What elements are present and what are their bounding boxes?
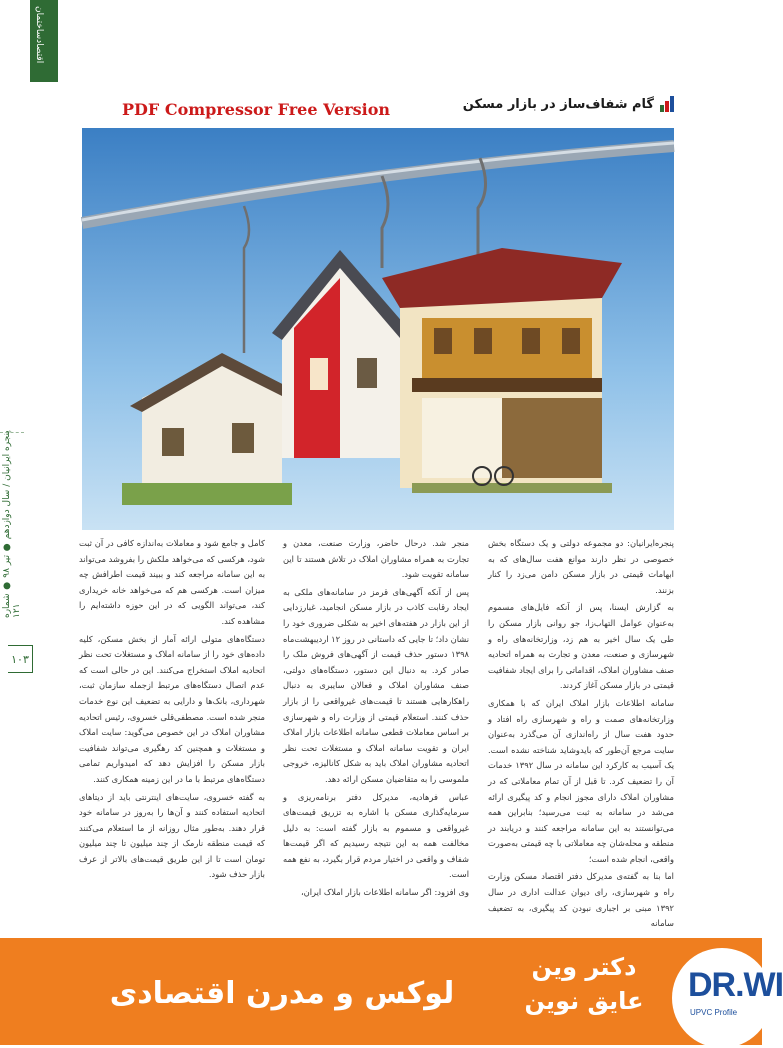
article-column-1 <box>488 536 674 934</box>
ad-brand-line-2: عایق نوین <box>524 987 644 1015</box>
article-column-3 <box>79 536 265 885</box>
page-number: ۱۰۳ <box>8 645 33 673</box>
hanging-houses-illustration <box>82 128 674 530</box>
article-column-2 <box>283 536 469 903</box>
paragraph: وی افزود: اگر سامانه اطلاعات بازار املاک ایران، <box>300 887 469 898</box>
watermark: PDF Compressor Free Version <box>122 100 391 119</box>
advertisement-banner[interactable] <box>0 938 783 1045</box>
brand-logo-text: DR.WI <box>688 966 783 1004</box>
paragraph: پس از آنکه آگهی‌های قرمز در سامانه‌های ملکی به ایجاد رقابت کاذب در بازار مسکن انجامید، غبارزدایی از این بازار در هفته‌های اخیر به شکلی ضروری خود را نشان داد؛ تا جایی که داستانی در روز ۱۲ اردیبهشت‌ماه ۱۳۹۸ دستور حذف قیمت از آگهی‌های فروش ملک را صادر کرد. به دنبال این دستور، دستگاه‌های دولتی، صنف مشاوران املاک و فعالان سایبری به دنبال راهکارهایی هستند تا قیمت‌های غیرواقعی را از بازار حذف کنند. استعلام قیمتی از وزارت راه و شهرسازی بر اساس معاملات قطعی سامانه اطلاعات بازار املاک ایران و تقویت سامانه املاک و مستغلات تحت نظر اتحادیه مشاوران املاک باید به شکل کانالیزه، خروجی ملموسی را به متقاضیان مسکن ارائه دهد. <box>283 586 469 784</box>
section-tab-label: اقتصادساختمان <box>34 6 44 64</box>
paragraph: دستگاه‌های متولی ارائه آمار از بخش مسکن، کلیه داده‌های خود را از سامانه املاک و مستغلات تحت نظر اتحادیه املاک استخراج می‌کنند. این در حالی است که عدم اتصال دستگاه‌های مرتبط ازجمله سازمان ثبت، شهرداری، بانک‌ها و دارایی به تضعیف این نوع خدمات منجر شده است. مصطفی‌قلی خسروی، رئیس اتحادیه مشاوران املاک در این خصوص می‌گوید: سایت املاک و مستغلات و همچنین کد رهگیری می‌تواند شفافیت بازار مسکن را افزایش دهد که امیدواریم تمامی دستگاه‌های مرتبط با ما در این زمینه همکاری کنند. <box>79 633 265 784</box>
magazine-side-label <box>2 418 22 618</box>
brand-logo-subtitle: UPVC Profile <box>690 1008 738 1017</box>
bar-chart-icon <box>660 96 674 112</box>
paragraph: اما بنا به گفته‌ی مدیرکل دفتر اقتصاد مسکن وزارت راه و شهرسازی، رای دیوان عدالت اداری در سال ۱۳۹۲ مبنی بر اجباری نبودن کد پیگیری، به تضعیف سامانه <box>488 871 674 929</box>
paragraph: سامانه اطلاعات بازار املاک ایران که با همکاری وزارتخانه‌های صمت و راه و شهرسازی راه افتاد و حدود هفت سال از راه‌اندازی آن می‌گذرد به‌عنوان سایت مرجع آن‌طور که بایدوشاید شناخته نشده است. یک آسیب به کارکرد این سامانه در سال ۱۳۹۲ خدمات آن را تضعیف کرد. تا قبل از آن تمام معاملاتی که در مشاوران املاک دارای مجوز انجام و کد پیگیری ارائه می‌شد در سامانه به ثبت می‌رسید؛ بنابراین همه می‌توانستند به این سامانه مراجعه کنند و دریابند در منطقه و محله‌شان چه معاملاتی با چه قیمتی به‌صورت واقعی، انجام شده است؛ <box>488 697 675 864</box>
paragraph: به گزارش ایسنا، پس از آنکه فایل‌های مسموم به‌عنوان عوامل التهاب‌زا، جو روانی بازار مسکن را طی یک سال اخیر به هم زد، وزارتخانه‌های راه و شهرسازی و صنعت، معدن و تجارت به همراه اتحادیه صنف مشاوران املاک، اقداماتی را برای ایجاد شفافیت قیمتی در بازار مسکن آغاز کردند. <box>488 602 674 691</box>
article-title: گام شفاف‌ساز در بازار مسکن <box>462 96 654 112</box>
paragraph: کامل و جامع شود و معاملات به‌اندازه کافی در آن ثبت شود، هرکسی که می‌خواهد ملکش را بفروشد می‌تواند به این سامانه مراجعه کند و ببیند قیمت اطرافش چه میزان است. هرکسی هم که می‌خواهد خانه خریداری کند، می‌تواند الگویی که در این حوزه داشته‌ایم را مشاهده کند. <box>79 538 265 626</box>
section-tab <box>30 0 58 82</box>
ad-brand <box>496 950 672 1018</box>
paragraph: پنجره‌ایرانیان: دو مجموعه دولتی و یک دستگاه بخش خصوصی در نظر دارند موانع هفت سال‌های که به ابهامات قیمتی در بازار مسکن دامن می‌زد را کنار بزنند. <box>488 538 674 595</box>
article-photo <box>82 128 674 530</box>
paragraph: منجر شد. درحال حاضر، وزارت صنعت، معدن و تجارت به همراه مشاوران املاک در تلاش هستند تا این سامانه تقویت شود. <box>283 538 469 580</box>
ad-slogan: لوکس و مدرن اقتصادی <box>109 976 455 1011</box>
ad-brand-line-1: دکتر وین <box>531 953 637 981</box>
magazine-label: پنجره ایرانیان / سال دوازدهم ● تیر ۹۸ ● شماره ۱۲۱ <box>2 430 22 618</box>
paragraph: به گفته خسروی، سایت‌های اینترنتی باید از دیتاهای اتحادیه استفاده کنند و آن‌ها را به‌روز در سامانه خود قرار دهند. به‌طور مثال روزانه از ما استعلام می‌کنند که قیمت منطقه نارمک از چند میلیون تا چند میلیون تومان است تا از این طریق قیمت‌های بالاتر از عرف بازار حذف شود. <box>79 791 265 880</box>
paragraph: عباس فرهادیه، مدیرکل دفتر برنامه‌ریزی و سرمایه‌گذاری مسکن با اشاره به تزریق قیمت‌های غیرواقعی و مسموم به بازار گفته است: به دلیل مخالفت همه به این نتیجه رسیدیم که اگر قیمت‌ها شفاف و واقعی در اختیار مردم قرار بگیرد، به نفع همه است. <box>283 791 469 880</box>
article-heading <box>463 96 674 112</box>
